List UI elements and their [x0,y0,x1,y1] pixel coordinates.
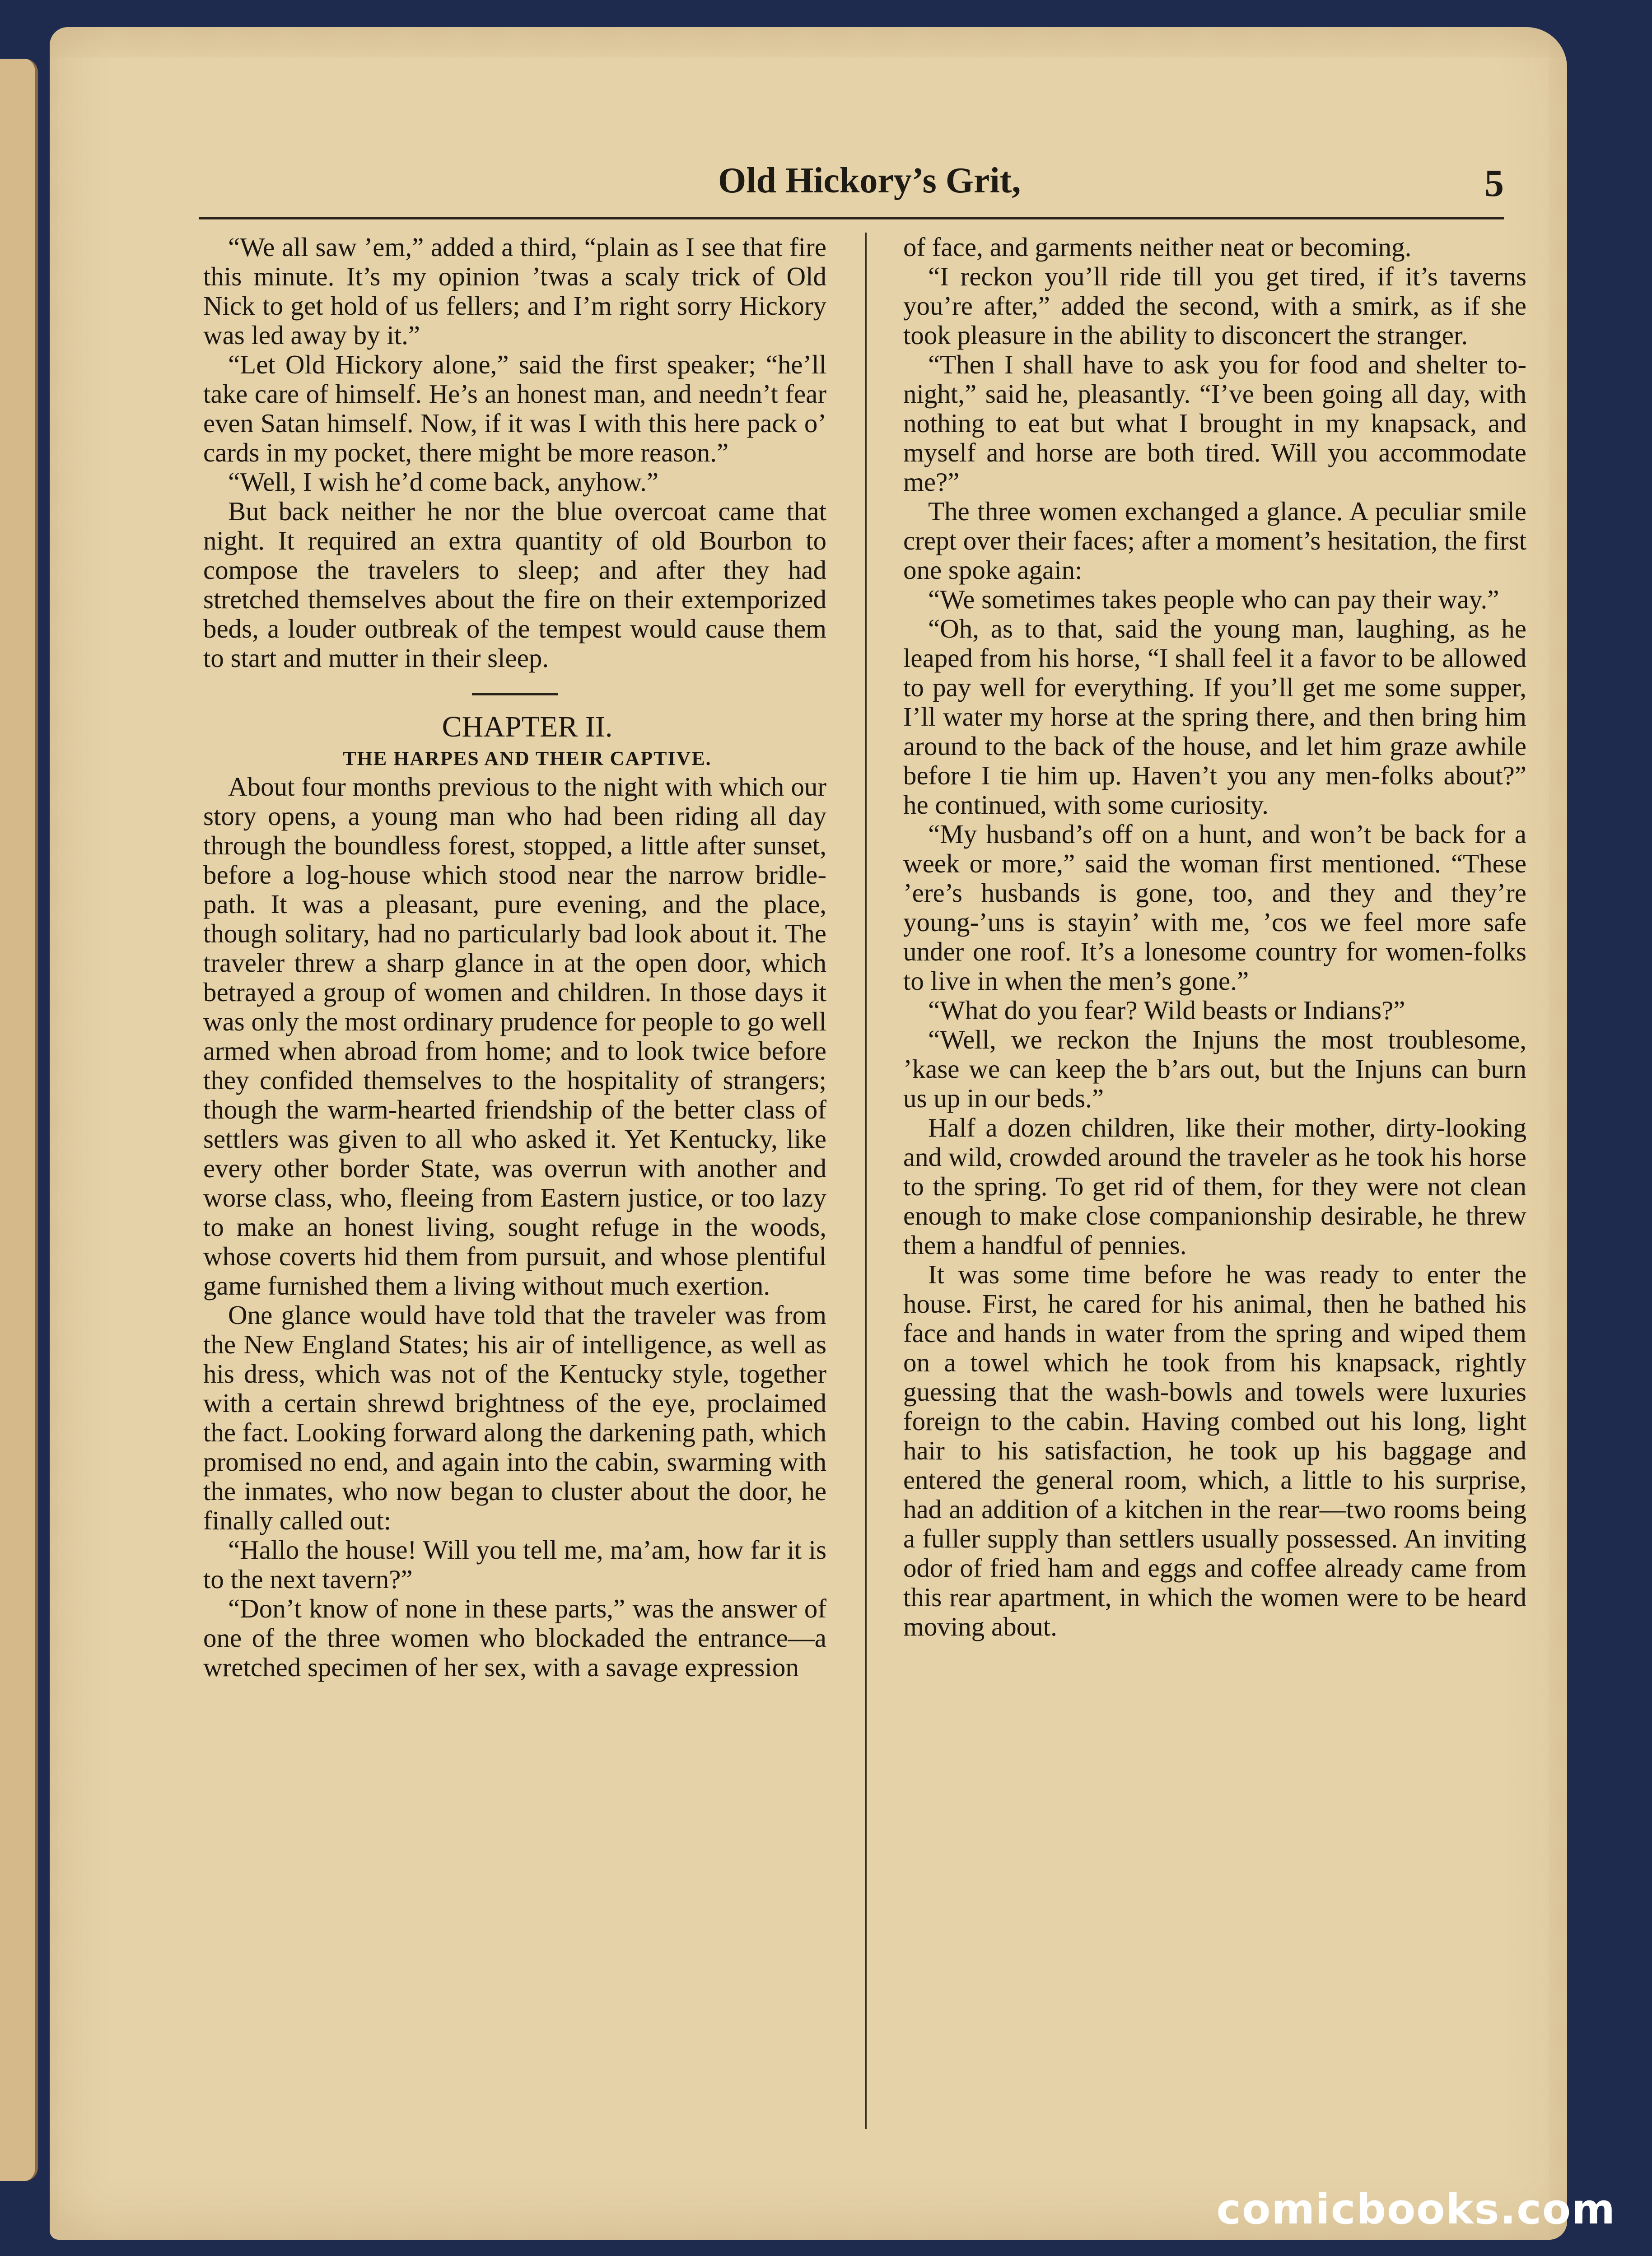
paragraph: About four months previous to the night with which our story opens, a young man who had been riding all day through the boundless forest, stopped, a little after sunset, before a log-house which stood near the narrow bridle-path. It was a pleasant, pure evening, and the place, though solitary, had no particularly bad look about it. The traveler threw a sharp glance in at the open door, which betrayed a group of women and children. In those days it was only the most ordinary prudence for people to go well armed when abroad from home; and to look twice before they confided themselves to the hospitality of strangers; though the warm-hearted friendship of the better class of settlers was given to all who asked it. Yet Kentucky, like every other border State, was overrun with another and worse class, who, fleeing from Eastern justice, or too lazy to make an honest living, sought refuge in the woods, whose coverts hid them from pursuit, and whose plentiful game furnished them a living without much exertion. [203,772,826,1300]
site-watermark: comicbooks.com [1216,2185,1616,2233]
page-number: 5 [1484,161,1504,205]
paragraph: of face, and garments neither neat or becoming. [903,232,1412,262]
chapter-subtitle: THE HARPES AND THEIR CAPTIVE. [343,747,712,769]
column-divider [865,233,867,2129]
running-head [199,142,1504,219]
paragraph: The three women exchanged a glance. A peculiar smile crept over their faces; after a moment’s hesitation, the first one spoke again: [903,496,1526,585]
paragraph: “Oh, as to that, said the young man, laughing, as he leaped from his horse, “I shall feel it a favor to be allowed to pay well for everything. If you’ll get me some supper, I’ll water my horse at the spring there, and then bring him around to the back of the house, and let him graze awhile before I tie him up. Haven’t you any men-folks about?” he continued, with some curiosity. [903,614,1526,820]
right-column [903,233,1526,1641]
paragraph: But back neither he nor the blue overcoat came that night. It required an extra quantity of old Bourbon to compose the travelers to sleep; and after they had stretched themselves about the fire on their extemporized beds, a louder outbreak of the tempest would cause them to start and mutter in their sleep. [203,496,826,673]
chapter-divider-rule [472,693,558,695]
paragraph: “Well, we reckon the Injuns the most troublesome, ’kase we can keep the b’ars out, but the Injuns can burn us up in our beds.” [903,1025,1526,1113]
book-page [50,27,1567,2240]
paragraph: “I reckon you’ll ride till you get tired, if it’s taverns you’re after,” added the second, with a smirk, as if she took pleasure in the ability to disconcert the stranger. [903,261,1526,350]
paragraph: “What do you fear? Wild beasts or Indians?” [928,995,1405,1025]
text-columns [203,233,1526,2174]
paragraph: It was some time before he was ready to enter the house. First, he cared for his animal, then he bathed his face and hands in water from the spring and wiped them on a towel which he took from his knapsack, rightly guessing that the wash-bowls and towels were luxuries foreign to the cabin. Having combed out his long, light hair to his satisfaction, he took up his baggage and entered the general room, which, a little to his surprise, had an addition of a kitchen in the rear—two rooms being a fuller supply than settlers usually possessed. An inviting odor of fried ham and eggs and coffee already came from this rear apartment, in which the women were to be heard moving about. [903,1259,1526,1641]
paragraph: “We all saw ’em,” added a third, “plain as I see that fire this minute. It’s my opinion ’twas a scaly trick of Old Nick to get hold of us fellers; and I’m right sorry Hickory was led away by it.” [203,232,826,350]
header-rule [199,217,1504,219]
paragraph: “We sometimes takes people who can pay their way.” [928,584,1499,614]
chapter-title: CHAPTER II. [442,710,613,743]
previous-page-edge [0,59,38,2181]
paragraph: “My husband’s off on a hunt, and won’t be back for a week or more,” said the woman first mentioned. “These ’ere’s husbands is gone, too, and they and they’re young-’uns is stayin’ with me, ’cos we feel more safe under one roof. It’s a lonesome country for women-folks to live in when the men’s gone.” [903,819,1526,996]
paragraph: One glance would have told that the traveler was from the New England States; his air of intelligence, as well as his dress, which was not of the Kentucky style, together with a certain shrewd brightness of the eye, proclaimed the fact. Looking forward along the darkening path, which promised no end, and again into the cabin, swarming with the inmates, who now began to cluster about the door, he finally called out: [203,1300,826,1535]
paragraph: “Then I shall have to ask you for food and shelter to-night,” said he, pleasantly. “I’ve been going all day, with nothing to eat but what I brought in my knapsack, and myself and horse are both tired. Will you accommodate me?” [903,350,1526,497]
paragraph: “Well, I wish he’d come back, anyhow.” [228,467,659,497]
paragraph: “Let Old Hickory alone,” said the first speaker; “he’ll take care of himself. He’s an honest man, and needn’t fear even Satan himself. Now, if it was I with this here pack o’ cards in my pocket, there might be more reason.” [203,350,826,467]
paragraph: “Hallo the house! Will you tell me, ma’am, how far it is to the next tavern?” [203,1535,826,1594]
paragraph: Half a dozen children, like their mother, dirty-looking and wild, crowded around the traveler as he took his horse to the spring. To get rid of them, for they were not clean enough to make close companionship desirable, he threw them a handful of pennies. [903,1113,1526,1260]
running-title: Old Hickory’s Grit, [718,161,1021,200]
paragraph: “Don’t know of none in these parts,” was the answer of one of the three women who blockaded the entrance—a wretched specimen of her sex, with a savage expression [203,1594,826,1682]
left-column [203,233,826,1682]
